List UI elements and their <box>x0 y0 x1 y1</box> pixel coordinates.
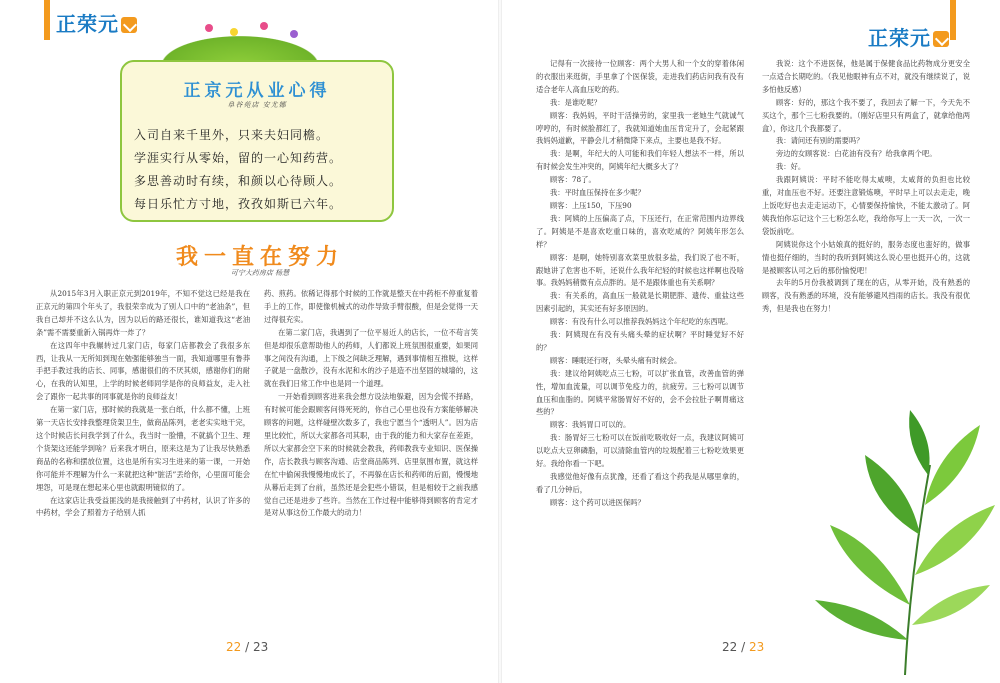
paragraph: 我：有关系的，高血压一般就是长期肥胖、遗传、重盐这些因素引起的，其实还有好多原因的。 <box>536 291 744 314</box>
flower-icon <box>205 24 213 32</box>
paragraph: 顾客：睡眠还行呀，头晕头痛有时候会。 <box>550 355 682 365</box>
poem-line: 每日乐忙方寸地，孜孜如斯已六年。 <box>134 197 343 211</box>
paragraph: 我说：这个不进医保，他是属于保健食品比药物成分更安全一点适合长期吃的。（我见他眼神有点不对，就没有继续说了，说多怕他反感） <box>762 59 970 94</box>
paragraph: 在这四年中我辗转过几家门店，每家门店都教会了我很多东西，让我从一无所知到现在勉强能够独当一面，我知道哪里有鲁莽手把手教过我的店长、同事，感谢很们的不厌其烦，感谢你们的耐心，在我的认知里，上学的时候老师同学是你的良师益友，走入社会了跟你一起共事的同事就是你的良师益友！ <box>36 340 250 402</box>
poem-title: 正京元从业心得 <box>183 81 331 101</box>
poem-box <box>120 60 394 222</box>
flower-icon <box>290 30 298 38</box>
paragraph: 顾客：我妈妈，平时干活操劳的，家里我一老她生气就诚气哼哼的，有时候脸都红了，我就知道她血压肯定升了，会起紧跟我妈妈道歉，平静会儿才稍微降下来点，主要也是我不好。 <box>536 110 744 146</box>
paragraph: 顾客：是啊，她特别喜欢菜里放很多盐，我们说了也不听，跟她讲了危害也不听，还说什么我年纪轻的时候也这样啊也没啥事。我妈妈稍微有点点胖的。是不是跟体重也有关系啊？ <box>536 252 744 288</box>
paragraph: 旁边的女顾客说：白花油有没有？给我拿两个吧。 <box>776 149 937 159</box>
corner-accent <box>44 0 50 40</box>
text-column-1 <box>36 288 250 520</box>
text-column-2 <box>264 288 478 520</box>
poem-line: 多思善动时有续，和颜以心待顾人。 <box>134 174 343 188</box>
paragraph: 我跟阿姨说：平时不能吃得太咸噢，太咸肾的负担也比较重，对血压也不好。还要注意锻炼噢，平时早上可以去走走，晚上饭吃好也去走走运动下，心情要保持愉快，不能太激动了。阿姨我怕你忘记这个三七粉怎么吃，我给你写上一天一次，一次一袋饭前吃。 <box>762 175 970 236</box>
essay-author: 可宁大药房店 杨慧 <box>230 269 290 277</box>
paragraph: 我：建议给阿姨吃点三七粉，可以扩张血管，改善血管的弹性，增加血流量，可以调节免疫力的，抗疲劳。三七粉可以调节血压和血脂的。阿姨平常肠胃好不好的，会不会拉肚子啊胃痛这些的？ <box>536 368 744 417</box>
text-column-4 <box>762 58 970 316</box>
paragraph: 顾客：我妈胃口可以的。 <box>550 420 631 430</box>
paragraph: 阿姨说你这个小姑娘真的挺好的，服务态度也蛮好的，做事情也挺仔细的，当时的我听到阿姨这么说心里也挺开心的，这就是被顾客认可之后的那份愉悦吧！ <box>762 239 970 275</box>
paragraph: 记得有一次接待一位顾客：两个大男人和一个女的穿着体闲的衣服出来逛街，手里拿了个医保袋，走进我们药店问我有没有适合老年人高血压吃的药。 <box>536 59 744 94</box>
paragraph: 药、煎药。依稀记得那个时候的工作就是整天在中药柜不停重复着手上的工作，即使像机械式的动作导致手臂很酸，但是会觉得一天过得很充实。 <box>264 289 478 324</box>
paragraph: 我：是谁吃呢？ <box>550 97 602 107</box>
paragraph: 顾客：好的，那这个我不要了，我回去了解一下，今天先不买这个，那个三七粉我要的。（刚好店里只有两盒了，就拿给他两盒），你这几个我都要了。 <box>762 97 970 133</box>
paragraph: 顾客：上压150，下压90 <box>550 200 632 210</box>
poem-line: 学涯实行从零始，留的一心知药营。 <box>134 151 343 165</box>
corner-accent <box>950 0 956 40</box>
paragraph: 我：是啊，年纪大的人可能和我们年轻人想法不一样，所以有时候会发生冲突的，阿姨年纪大概多大了？ <box>536 149 744 172</box>
paragraph: 去年的5月份我被调到了现在的店，从零开始，没有熟悉的顾客，没有熟悉的环境，没有能够避风挡雨的店长。我没有很优秀，但是我也在努力！ <box>762 278 970 314</box>
paragraph: 顾客：78了。 <box>550 175 596 185</box>
page-number-right: 22 / 23 <box>722 640 765 654</box>
paragraph: 我：平时血压保持在多少呢？ <box>550 188 645 198</box>
paragraph: 我：肠胃好三七粉可以在饭前吃吸收好一点，我建议阿姨可以吃点大豆卵磷脂，可以清除血管内的垃圾配着三七粉吃效果更好。我给你看一下吧。 <box>536 433 744 469</box>
paragraph: 在第一家门店，那时候的我就是一张白纸，什么都不懂，上班第一天店长安排我整理货架卫生，做商品陈列，老老实实地干完，这个时候店长问我学到了什么，我当时一脸懵，不就搞个卫生、理个货架这还能学到啥？后来我才明白，原来这是为了让我尽快熟悉商品的名称和摆放位置，这也是所有实习生进来的第一课，一开始你可能并不理解为什么一来就把这种“脏活”丢给你，心里面可能会埋怨，可是现在想起来心里也就跟明镜似的了。 <box>36 405 250 492</box>
paragraph: 顾客：这个药可以进医保吗？ <box>550 497 645 507</box>
paragraph: 在第二家门店，我遇到了一位平易近人的店长，一位不苟言笑但是却很乐意帮助他人的药师，人们都说上班氛围很重要，如果同事之间没有沟通，上下级之间缺乏理解，遇到事情相互推脱，这样子就是一盘散沙，没有水泥和水的沙子是造不出坚固的城墙的，这就在我们日常工作中也是同一个道理。 <box>264 327 478 389</box>
paragraph: 从2015年3月入职正京元到2019年，不知不觉这已经是我在正京元的第四个年头了，我很荣幸成为了别人口中的“老油条”，但我自己却并不这么认为，因为以后的路还很长，谁知道我这“老油条”需不需要重新入锅再炸一炸了？ <box>36 289 250 337</box>
poem-lines <box>134 124 384 216</box>
poem-line: 入司自来千里外，只来夫妇同檐。 <box>134 128 330 142</box>
leaves-illustration <box>810 405 1000 675</box>
essay-title: 我一直在努力 <box>175 245 344 270</box>
paragraph: 我：阿姨的上压偏高了点，下压还行，在正常范围内边界线了。阿姨是不是喜欢吃重口味的，喜欢吃咸的？阿姨年形怎么样？ <box>536 213 744 249</box>
page-number-left: 22 / 23 <box>226 640 269 654</box>
brand-mark-icon <box>121 17 137 33</box>
brand-logo: 正荣元 <box>868 22 949 51</box>
paragraph: 顾客：有没有什么可以推荐我妈妈这个年纪吃的东西呢。 <box>550 317 733 327</box>
flower-icon <box>230 28 238 36</box>
paragraph: 我感觉他好像有点犹豫，还看了看这个药我是从哪里拿的，看了几分钟后， <box>536 472 744 494</box>
flower-icon <box>260 22 268 30</box>
poem-author: 阜谷苑店 安尤娜 <box>227 101 287 109</box>
brand-logo: 正荣元 <box>56 8 137 37</box>
paragraph: 在这家店让我受益匪浅的是我接触到了中药材，认识了许多的中药材，学会了照着方子给别人抓 <box>36 495 250 518</box>
paragraph: 我：请问还有别的需要吗？ <box>776 136 864 146</box>
paragraph: 一开始看到顾客进来我会想方设法地躲避，因为会慌不择路，有时候可能会跟顾客问得死死的，你自己心里也没有方案能够解决顾客的问题，这样碰壁次数多了，我也宁愿当个“透明人”。因为店里比较忙，所以大家都各司其职，由于我的能力和大家存在差距，所以大家都会空下来的时候就会教我，药师教我专业知识、医保操作，店长教我与顾客沟通、店堂商品陈列、店里氛围布置，就这样在忙中偷闲我慢慢地成长了，不再躲在店长和药师的后面，慢慢地从幕后走到了台前，虽然还是会犯些小错误，但是相较于之前我感觉自己还是进步了些许。当然在工作过程中能够得到顾客的肯定才是对从事这份工作最大的动力！ <box>264 392 478 518</box>
paragraph: 我：阿姨现在有没有头痛头晕的症状啊？平时睡觉好不好的？ <box>536 330 744 352</box>
text-column-3 <box>536 58 744 510</box>
brand-mark-icon <box>933 31 949 47</box>
paragraph: 我：好。 <box>776 162 806 172</box>
